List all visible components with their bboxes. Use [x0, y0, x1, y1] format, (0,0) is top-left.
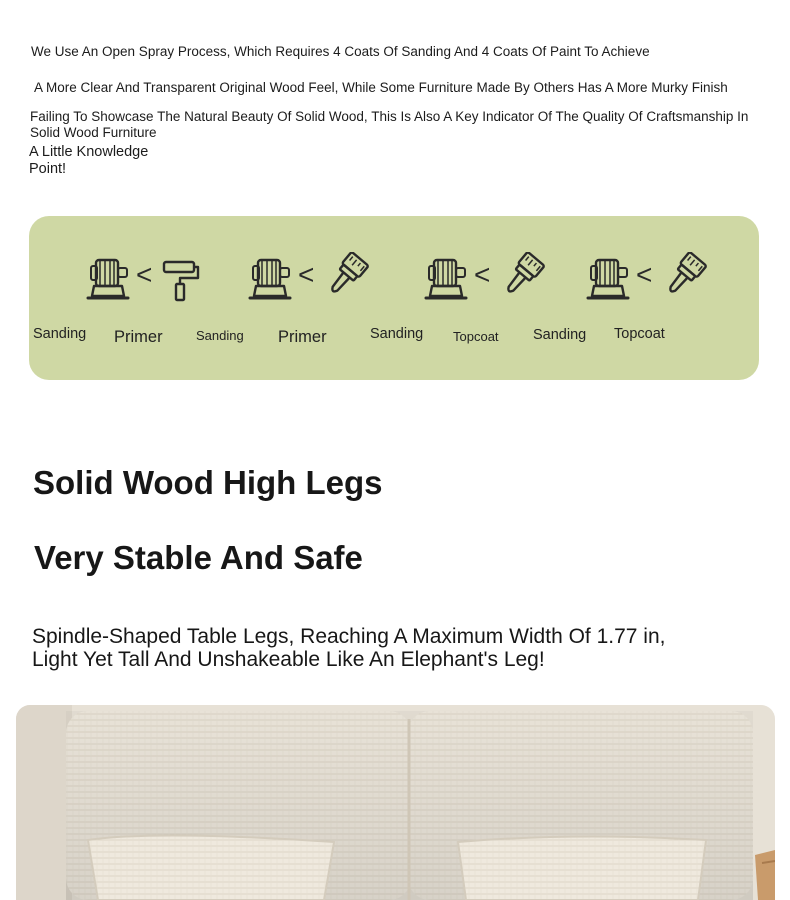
- tip-line-2: Point!: [29, 161, 67, 177]
- coat-label: Topcoat: [614, 326, 665, 342]
- step-icons: [412, 252, 562, 304]
- less-than-separator: <: [136, 259, 153, 290]
- tip-line-1: A Little Knowledge: [29, 144, 149, 160]
- legs-description: Spindle-Shaped Table Legs, Reaching A Maximum Width Of 1.77 in, Light Yet Tall And Unshakeable Like An Elephant's Leg!: [32, 625, 666, 671]
- less-than-separator: <: [474, 259, 491, 290]
- step-icons: [236, 252, 386, 304]
- knowledge-tip: [29, 144, 148, 178]
- heading-high-legs: Solid Wood High Legs: [33, 464, 383, 501]
- intro-line-1: We Use An Open Spray Process, Which Requires 4 Coats Of Sanding And 4 Coats Of Paint To Achieve: [31, 44, 650, 59]
- sanding-label: Sanding: [196, 328, 244, 343]
- heading-stable-safe: Very Stable And Safe: [34, 539, 363, 576]
- less-than-separator: <: [636, 259, 653, 290]
- step-icons: [574, 252, 724, 304]
- paint-brush-icon: [325, 252, 369, 298]
- sander-icon: [588, 260, 628, 298]
- paint-brush-icon: [501, 252, 545, 298]
- process-panel: [29, 216, 759, 380]
- step-icons: [74, 252, 224, 304]
- sanding-label: Sanding: [533, 327, 587, 343]
- coat-label: Primer: [278, 328, 327, 346]
- intro-line-3: Failing To Showcase The Natural Beauty Of Solid Wood, This Is Also A Key Indicator Of The Quality Of Craftsmanship In Solid Wood Furniture: [30, 109, 749, 140]
- sander-icon: [426, 260, 466, 298]
- sofa-illustration: [16, 705, 775, 900]
- process-step: [33, 216, 224, 380]
- sanding-label: Sanding: [33, 326, 87, 342]
- coat-label: Primer: [114, 328, 163, 346]
- sander-icon: [88, 260, 128, 298]
- paint-roller-icon: [164, 262, 198, 300]
- sander-icon: [250, 260, 290, 298]
- intro-line-2: A More Clear And Transparent Original Wood Feel, While Some Furniture Made By Others Has A More Murky Finish: [34, 80, 728, 95]
- sofa-photo: [16, 705, 775, 900]
- process-step: [370, 216, 562, 380]
- sanding-label: Sanding: [370, 326, 424, 342]
- paint-brush-icon: [663, 252, 707, 298]
- less-than-separator: <: [298, 259, 315, 290]
- process-step: [533, 216, 724, 380]
- process-step: [196, 216, 386, 380]
- coat-label: Topcoat: [453, 329, 499, 344]
